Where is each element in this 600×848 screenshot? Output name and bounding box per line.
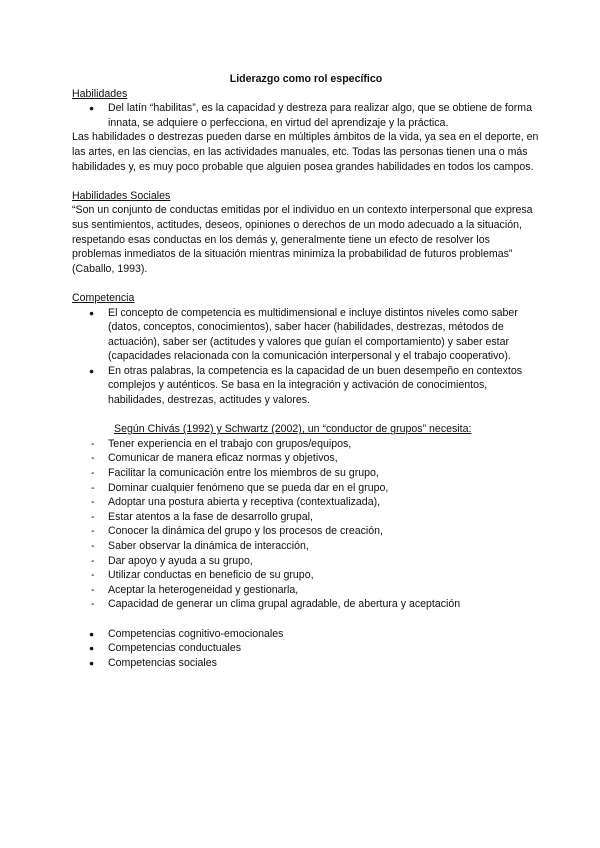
list-item: ● Competencias sociales (108, 656, 540, 671)
list-item: - Utilizar conductas en beneficio de su grupo, (108, 568, 540, 583)
list-item: - Adoptar una postura abierta y receptiva (contextualizada), (108, 495, 540, 510)
list-item: ● El concepto de competencia es multidimensional e incluye distintos niveles como saber (datos, conceptos, conocimientos), saber hacer (habilidades, destrezas, métodos de actuación), saber ser (actitudes y valores que guían el comportamiento) y saber estar (capacidades relacionada con la comunicación interpersonal y el trabajo cooperativo). (108, 306, 540, 364)
list-item: - Aceptar la heterogeneidad y gestionarla, (108, 583, 540, 598)
list-item: ● Del latín “habilitas”, es la capacidad y destreza para realizar algo, que se obtiene de forma innata, se adquiere o perfecciona, en virtud del aprendizaje y la práctica. (108, 101, 540, 130)
habilidades-paragraph: Las habilidades o destrezas pueden darse en múltiples ámbitos de la vida, ya sea en el deporte, en las artes, en las ciencias, en las actividades manuales, etc. Todas las personas tienen una o más habilidades y, es muy poco probable que alguien posea grandes habilidades en todos los campos. (72, 131, 539, 173)
list-item: - Saber observar la dinámica de interacción, (108, 539, 540, 554)
list-item: - Facilitar la comunicación entre los miembros de su grupo, (108, 466, 540, 481)
habilidades-bullet-list (72, 101, 540, 130)
list-item: - Dar apoyo y ayuda a su grupo, (108, 554, 540, 569)
habilidades-sociales-quote: “Son un conjunto de conductas emitidas por el individuo en un contexto interpersonal que expresa sus sentimientos, actitudes, deseos, opiniones o derechos de un modo adecuado a la situación, respetando esas conductas en los demás y, generalmente tiene un efecto de resolver los problemas inmediatos de la situación mientras minimiza la probabilidad de futuros problemas” (Caballo, 1993). (72, 204, 533, 275)
competencia-types-list (72, 627, 540, 671)
conductor-list (72, 437, 540, 612)
list-item: - Conocer la dinámica del grupo y los procesos de creación, (108, 524, 540, 539)
list-item: - Tener experiencia en el trabajo con grupos/equipos, (108, 437, 540, 452)
conductor-heading: Según Chivás (1992) y Schwartz (2002), un “conductor de grupos” necesita: (114, 423, 472, 436)
list-item: - Estar atentos a la fase de desarrollo grupal, (108, 510, 540, 525)
document-title: Liderazgo como rol específico (229, 73, 383, 85)
habilidades-heading: Habilidades (72, 87, 128, 100)
list-item: - Capacidad de generar un clima grupal agradable, de abertura y aceptación (108, 597, 540, 612)
list-item: - Dominar cualquier fenómeno que se pueda dar en el grupo, (108, 481, 540, 496)
list-item: ● En otras palabras, la competencia es la capacidad de un buen desempeño en contextos complejos y auténticos. Se basa en la integración y activación de conocimientos, habilidades, destrezas, actitudes y valores. (108, 364, 540, 408)
list-item: ● Competencias conductuales (108, 641, 540, 656)
list-item: - Comunicar de manera eficaz normas y objetivos, (108, 451, 540, 466)
competencia-heading: Competencia (72, 291, 135, 304)
habilidades-sociales-heading: Habilidades Sociales (72, 189, 171, 202)
competencia-bullet-list (72, 306, 540, 408)
list-item: ● Competencias cognitivo-emocionales (108, 627, 540, 642)
